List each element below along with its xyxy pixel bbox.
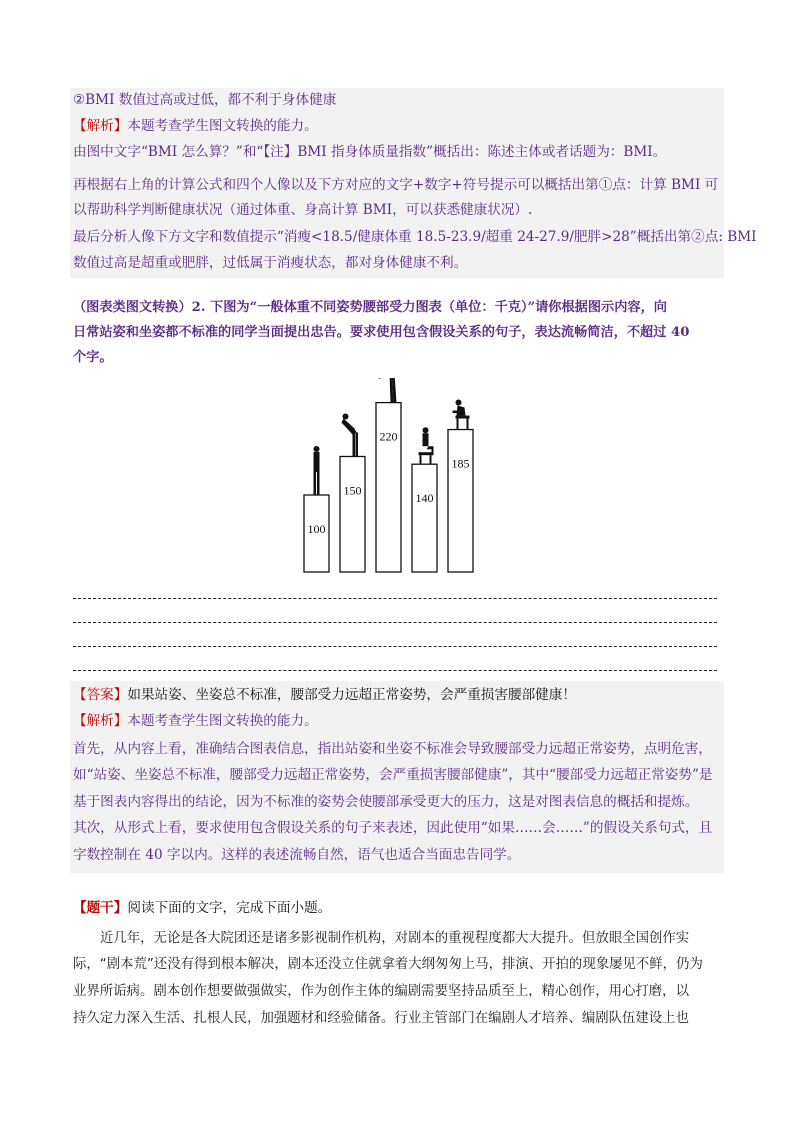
bar (340, 457, 365, 573)
analysis-paragraph: 基于图表内容得出的结论，因为不标准的姿势会使腰部承受更大的压力，这是对图表信息的概括和提炼。 (73, 794, 699, 810)
stem-text: 阅读下面的文字，完成下面小题。 (127, 900, 332, 916)
analysis-text: 本题考查学生图文转换的能力。 (127, 713, 318, 729)
answer-line[interactable] (73, 598, 717, 599)
bar (376, 403, 401, 572)
bars-group (304, 403, 473, 572)
analysis-paragraph: 最后分析人像下方文字和数值提示“消瘦<18.5/健康体重 18.5-23.9/超重 24-27.9/肥胖>28”概括出第②点: BMI (73, 229, 757, 245)
analysis-text: 本题考查学生图文转换的能力。 (127, 118, 318, 134)
analysis-2-line (73, 710, 318, 732)
bar-value-label: 140 (415, 491, 434, 506)
stem-line (73, 897, 331, 919)
passage-line: 持久定力深入生活、扎根人民，加强题材和经验储备。行业主管部门在编剧人才培养、编剧队伍建设上也 (73, 1011, 689, 1026)
analysis-paragraph: 再根据右上角的计算公式和四个人像以及下方对应的文字+数字+符号提示可以概括出第①点：计算 BMI 可 (73, 177, 719, 193)
analysis-paragraph: 如“站姿、坐姿总不标准，腰部受力远超正常姿势，会严重损害腰部健康”，其中“腰部受力远超正常姿势”是 (73, 767, 713, 783)
bar (448, 430, 473, 572)
question-2-line: （图表类图文转换）2. 下图为“一般体重不同姿势腰部受力图表（单位：千克）”请你根据图示内容，向 (73, 300, 667, 315)
analysis-paragraph: 字数控制在 40 字以内。这样的表述流畅自然，语气也适合当面忠告同学。 (73, 847, 521, 863)
analysis-line-1 (73, 115, 318, 137)
analysis-paragraph: 以帮助科学判断健康状况（通过体重、身高计算 BMI，可以获悉健康状况）. (73, 202, 533, 218)
answer-point-2: ②BMI 数值过高或过低，都不利于身体健康 (73, 92, 337, 108)
analysis-paragraph: 由图中文字“BMI 怎么算？”和“【注】BMI 指身体质量指数”概括出：陈述主体或者话题为：BMI。 (73, 144, 667, 160)
analysis-paragraph: 数值过高是超重或肥胖，过低属于消瘦状态，都对身体健康不利。 (73, 255, 468, 271)
passage-line: 业界所诟病。剧本创作想要做强做实，作为创作主体的编剧需要坚持品质至上，精心创作，用心打磨，以 (73, 984, 689, 999)
question-2-line: 日常站姿和坐姿都不标准的同学当面提出忠告。要求使用包含假设关系的句子，表达流畅简洁，不超过 40 (73, 325, 690, 340)
answer-line-text (73, 684, 576, 706)
analysis-tag: 【解析】 (73, 713, 128, 729)
person-silhouette-icon (314, 446, 320, 495)
bar-value-label: 150 (343, 483, 362, 498)
analysis-tag: 【解析】 (73, 118, 128, 134)
question-2-line: 个字。 (73, 350, 113, 365)
person-silhouette-icon (378, 378, 397, 403)
analysis-paragraph: 其次，从形式上看，要求使用包含假设关系的句子来表述，因此使用“如果……会……”的假设关系句式，且 (73, 820, 713, 836)
stem-tag: 【题干】 (73, 900, 128, 916)
passage-line: 近几年，无论是各大院团还是诸多影视制作机构，对剧本的重视程度都大大提升。但放眼全国创作实 (100, 931, 690, 946)
person-silhouette-icon (419, 427, 434, 464)
person-silhouette-icon (453, 400, 470, 430)
analysis-paragraph: 首先，从内容上看，准确结合图表信息，指出站姿和坐姿不标准会导致腰部受力远超正常姿势，点明危害， (73, 741, 712, 757)
answer-text: 如果站姿、坐姿总不标准，腰部受力远超正常姿势，会严重损害腰部健康！ (127, 687, 576, 703)
answer-line[interactable] (73, 670, 717, 671)
answer-line[interactable] (73, 646, 717, 647)
posture-force-chart (298, 378, 538, 578)
bar-value-label: 100 (307, 522, 326, 536)
person-silhouette-icon (342, 414, 359, 457)
bar-value-label: 220 (379, 429, 398, 444)
bar-value-label: 185 (451, 456, 470, 471)
answer-line[interactable] (73, 622, 717, 623)
answer-tag: 【答案】 (73, 687, 128, 703)
bar (412, 464, 437, 572)
passage-line: 际，“剧本荒”还没有得到根本解决，剧本还没立住就拿着大纲匆匆上马，排演、开拍的现象屡见不鲜，仍为 (73, 957, 703, 972)
